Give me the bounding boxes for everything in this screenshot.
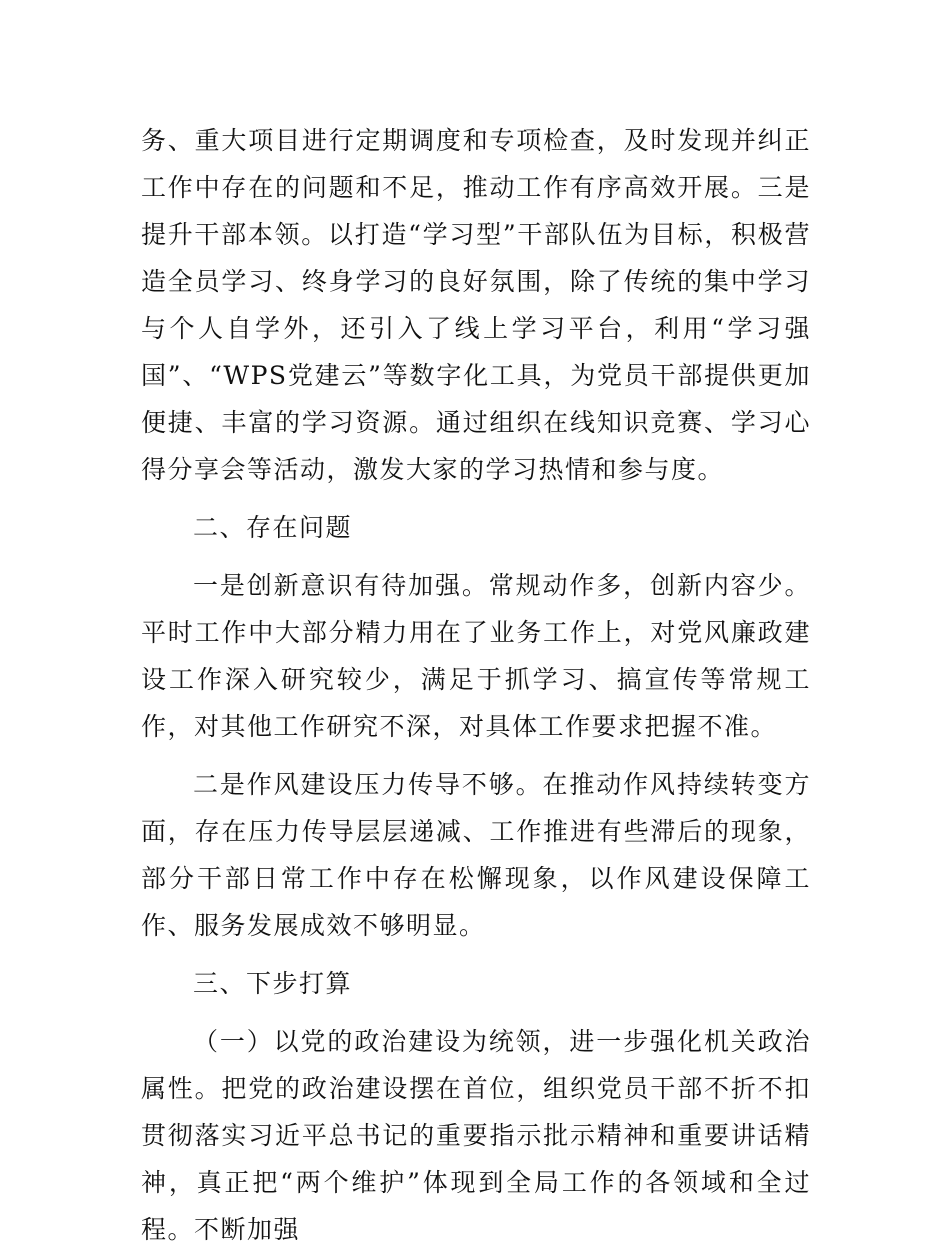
paragraph-problem-2: 二是作风建设压力传导不够。在推动作风持续转变方面，存在压力传导层层递减、工作推进有些滞后的现象，部分干部日常工作中存在松懈现象，以作风建设保障工作、服务发展成效不够明显。 xyxy=(141,770,811,940)
paragraph-problem-1: 一是创新意识有待加强。常规动作多，创新内容少。平时工作中大部分精力用在了业务工作上，对党风廉政建设工作深入研究较少，满足于抓学习、搞宣传等常规工作，对其他工作研究不深，对具体工作要求把握不准。 xyxy=(141,571,811,741)
section-heading-problems: 二、存在问题 xyxy=(193,513,353,542)
paragraph-next-step-1: （一）以党的政治建设为统领，进一步强化机关政治属性。把党的政治建设摆在首位，组织党员干部不折不扣贯彻落实习近平总书记的重要指示批示精神和重要讲话精神，真正把“两个维护”体现到全局工作的各领域和全过程。不断加强 xyxy=(141,1027,811,1244)
section-heading-next-steps: 三、下步打算 xyxy=(193,969,353,998)
paragraph-continuation: 务、重大项目进行定期调度和专项检查，及时发现并纠正工作中存在的问题和不足，推动工作有序高效开展。三是提升干部本领。以打造“学习型”干部队伍为目标，积极营造全员学习、终身学习的良好氛围，除了传统的集中学习与个人自学外，还引入了线上学习平台，利用“学习强国”、“WPS党建云”等数字化工具，为党员干部提供更加便捷、丰富的学习资源。通过组织在线知识竞赛、学习心得分享会等活动，激发大家的学习热情和参与度。 xyxy=(141,126,811,484)
document-body xyxy=(141,117,811,1253)
